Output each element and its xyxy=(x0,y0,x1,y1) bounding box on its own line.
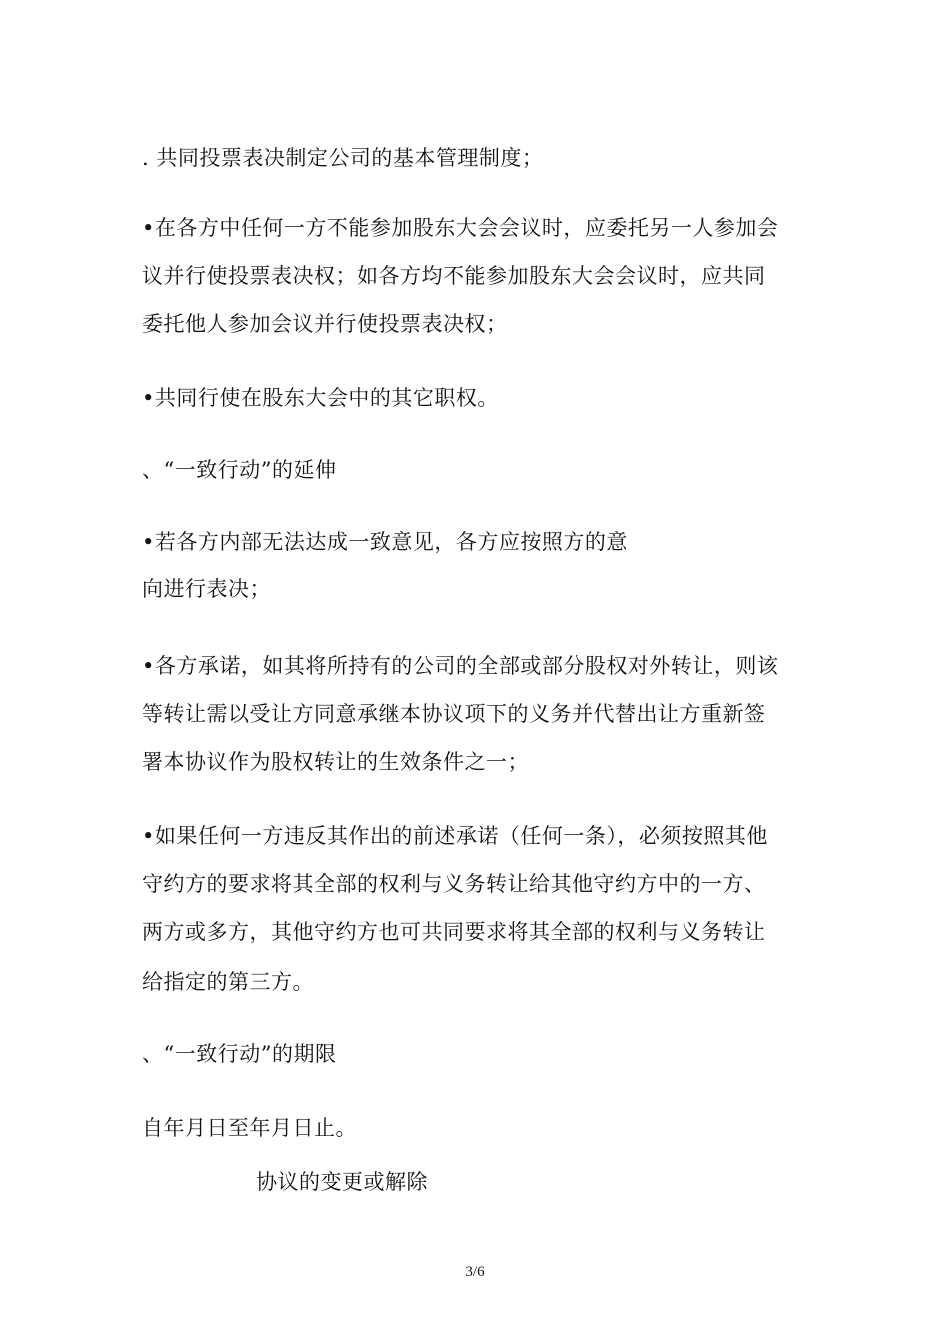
paragraph-7-line-4: 给指定的第三方。 xyxy=(142,970,314,994)
paragraph-5-line-2: 向进行表决； xyxy=(142,577,271,601)
paragraph-6-line-1: •各方承诺，如其将所持有的公司的全部或部分股权对外转让，则该 xyxy=(142,654,779,678)
paragraph-2-line-2: 议并行使投票表决权；如各方均不能参加股东大会会议时，应共同 xyxy=(142,264,766,288)
page-number: 3/6 xyxy=(465,1264,485,1280)
paragraph-3-line-1: •共同行使在股东大会中的其它职权。 xyxy=(142,386,499,410)
paragraph-5-line-1: •若各方内部无法达成一致意见，各方应按照方的意 xyxy=(142,530,628,554)
paragraph-7-line-2: 守约方的要求将其全部的权利与义务转让给其他守约方中的一方、 xyxy=(142,872,766,896)
paragraph-7-line-1: •如果任何一方违反其作出的前述承诺（任何一条），必须按照其他 xyxy=(142,824,768,848)
paragraph-7-line-3: 两方或多方，其他守约方也可共同要求将其全部的权利与义务转让 xyxy=(142,920,766,944)
paragraph-6-line-2: 等转让需以受让方同意承继本协议项下的义务并代替出让方重新签 xyxy=(142,702,766,726)
paragraph-8-line-1: 、“一致行动”的期限 xyxy=(142,1042,337,1066)
paragraph-4-line-1: 、“一致行动”的延伸 xyxy=(142,458,337,482)
paragraph-2-line-3: 委托他人参加会议并行使投票表决权； xyxy=(142,312,508,336)
section-heading: 协议的变更或解除 xyxy=(256,1170,428,1194)
paragraph-1-line-1: . 共同投票表决制定公司的基本管理制度； xyxy=(142,146,544,170)
paragraph-9-line-1: 自年月日至年月日止。 xyxy=(142,1116,357,1140)
paragraph-6-line-3: 署本协议作为股权转让的生效条件之一； xyxy=(142,750,529,774)
paragraph-2-line-1: •在各方中任何一方不能参加股东大会会议时，应委托另一人参加会 xyxy=(142,216,779,240)
